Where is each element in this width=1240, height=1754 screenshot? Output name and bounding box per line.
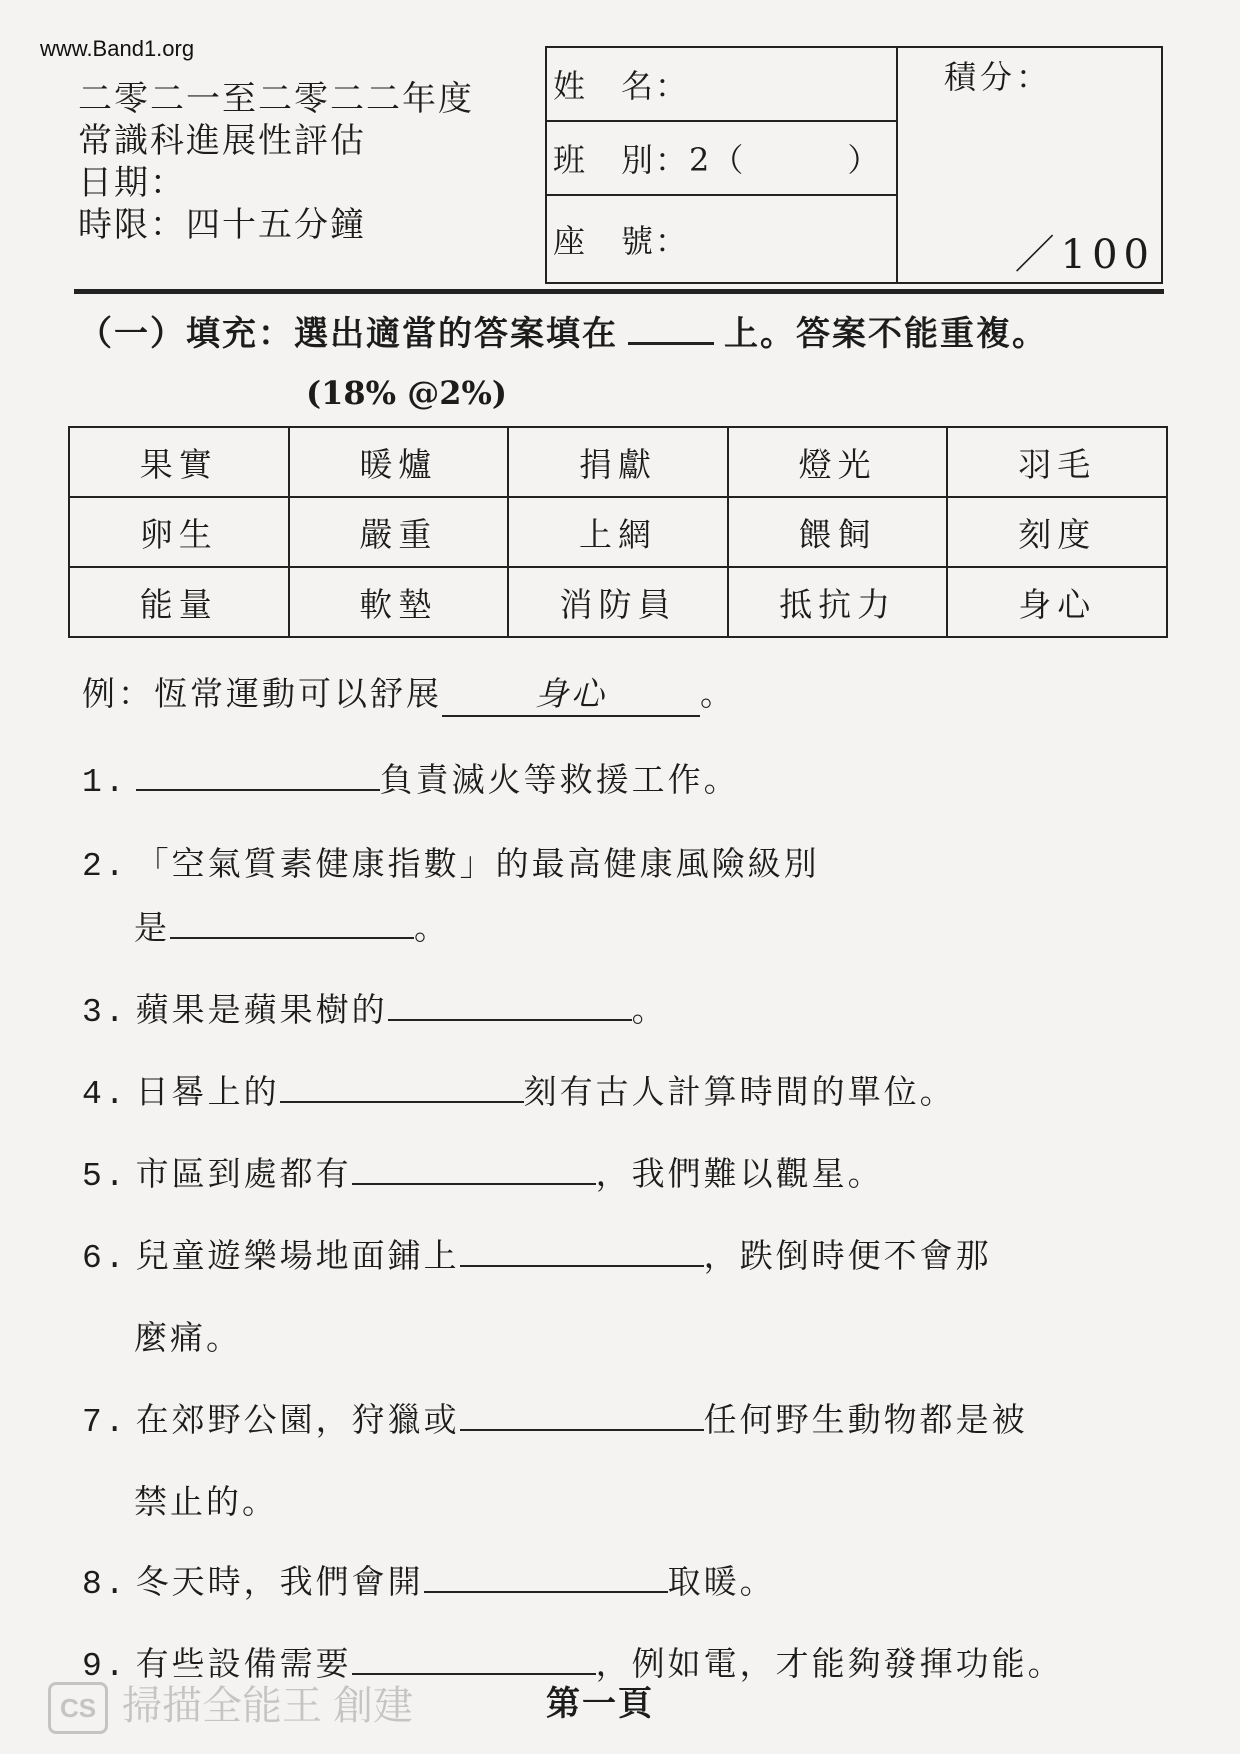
word-bank-cell: 卵生: [69, 497, 289, 567]
exam-year: 二零二一至二零二二年度: [78, 79, 474, 119]
question-2-continued: [134, 902, 450, 949]
question-4: [82, 1066, 956, 1113]
student-info-box: [545, 46, 898, 284]
word-bank-cell: 刻度: [947, 497, 1167, 567]
answer-blank[interactable]: [460, 1239, 704, 1267]
question-text-before: 在郊野公園，狩獵或: [135, 1400, 460, 1439]
camscanner-logo-icon: CS: [48, 1682, 108, 1734]
question-1: [82, 754, 740, 801]
answer-blank[interactable]: [352, 1647, 596, 1675]
site-url: www.Band1.org: [40, 36, 195, 61]
word-bank-cell: 能量: [69, 567, 289, 637]
score-box: [898, 46, 1163, 284]
question-number: 5.: [82, 1158, 128, 1195]
word-bank-row: [69, 427, 1167, 497]
word-bank-cell: 果實: [69, 427, 289, 497]
question-text-after: 取暖。: [667, 1562, 776, 1601]
question-text-before: 市區到處都有: [135, 1154, 352, 1193]
class-field: 班 別：2（ ）: [547, 122, 896, 196]
seat-number-field: 座 號：: [553, 222, 690, 260]
question-7: [82, 1394, 1028, 1441]
question-2: [82, 838, 820, 885]
question-3: [82, 984, 668, 1031]
exam-time-limit: 時限：四十五分鐘: [78, 205, 366, 245]
answer-blank[interactable]: [352, 1157, 596, 1185]
section-marks: (18% @2%): [306, 374, 508, 412]
question-6: [82, 1230, 992, 1277]
question-number: 2.: [82, 848, 128, 885]
question-text-before: 麼痛。: [134, 1318, 242, 1357]
question-text-after: 。: [631, 990, 668, 1029]
exam-date: 日期：: [78, 163, 186, 203]
question-text-after: ，跌倒時便不會那: [703, 1236, 992, 1275]
question-text-after: ，我們難以觀星。: [595, 1154, 884, 1193]
question-text-after: 負責滅火等救援工作。: [379, 760, 740, 799]
example-suffix: 。: [700, 674, 736, 713]
page-number: 第一頁: [546, 1684, 654, 1724]
answer-blank[interactable]: [170, 911, 414, 939]
answer-blank[interactable]: [136, 763, 380, 791]
answer-blank[interactable]: [424, 1565, 668, 1593]
question-number: 3.: [82, 994, 128, 1031]
word-bank-cell: 羽毛: [947, 427, 1167, 497]
example-prefix: 例：恆常運動可以舒展: [82, 674, 442, 713]
section-title: [78, 306, 1048, 355]
question-text-after: 任何野生動物都是被: [703, 1400, 1028, 1439]
question-text-before: 日晷上的: [135, 1072, 280, 1111]
section-title-after: 上。答案不能重複。: [724, 314, 1048, 354]
question-6-continued: [134, 1312, 242, 1359]
word-bank-row: [69, 567, 1167, 637]
question-text-before: 兒童遊樂場地面鋪上: [135, 1236, 460, 1275]
word-bank-cell: 軟墊: [289, 567, 509, 637]
word-bank-cell: 消防員: [508, 567, 728, 637]
answer-blank[interactable]: [388, 993, 632, 1021]
question-7-continued: [134, 1476, 278, 1523]
question-number: 7.: [82, 1404, 128, 1441]
question-text-after: 。: [414, 908, 450, 947]
question-text-before: 蘋果是蘋果樹的: [135, 990, 388, 1029]
word-bank-cell: 捐獻: [508, 427, 728, 497]
question-8: [82, 1556, 776, 1603]
question-number: 4.: [82, 1076, 128, 1113]
header-divider: [74, 289, 1164, 294]
word-bank-row: [69, 497, 1167, 567]
question-number: 8.: [82, 1566, 128, 1603]
question-number: 9.: [82, 1648, 128, 1685]
word-bank-cell: 上網: [508, 497, 728, 567]
word-bank-cell: 抵抗力: [728, 567, 948, 637]
question-text-before: 「空氣質素健康指數」的最高健康風險級別: [135, 844, 820, 883]
score-total: ／100: [1014, 232, 1155, 278]
name-field: 姓 名：: [547, 48, 896, 122]
scanner-watermark: [48, 1674, 413, 1734]
answer-blank[interactable]: [280, 1075, 524, 1103]
question-5: [82, 1148, 884, 1195]
answer-blank[interactable]: [460, 1403, 704, 1431]
word-bank-cell: 燈光: [728, 427, 948, 497]
example-answer: 身心: [442, 668, 700, 717]
example-line: [82, 668, 736, 717]
question-text-before: 有些設備需要: [135, 1644, 352, 1683]
word-bank-cell: 餵飼: [728, 497, 948, 567]
section-title-before: （一）填充：選出適當的答案填在: [78, 314, 618, 354]
exam-header: [78, 78, 474, 246]
word-bank-cell: 嚴重: [289, 497, 509, 567]
title-blank: [628, 314, 714, 345]
question-number: 1.: [82, 764, 128, 801]
question-number: 6.: [82, 1240, 128, 1277]
score-label: 積分：: [944, 58, 1053, 96]
question-text-before: 冬天時，我們會開: [135, 1562, 424, 1601]
question-text-after: 刻有古人計算時間的單位。: [523, 1072, 956, 1111]
word-bank-cell: 身心: [947, 567, 1167, 637]
exam-subject: 常識科進展性評估: [78, 121, 366, 161]
question-text-before: 禁止的。: [134, 1482, 278, 1521]
word-bank-table: [68, 426, 1168, 638]
question-text-before: 是: [134, 908, 170, 947]
watermark-text: 掃描全能王 創建: [122, 1684, 414, 1728]
word-bank-cell: 暖爐: [289, 427, 509, 497]
question-text-after: ，例如電，才能夠發揮功能。: [595, 1644, 1064, 1683]
